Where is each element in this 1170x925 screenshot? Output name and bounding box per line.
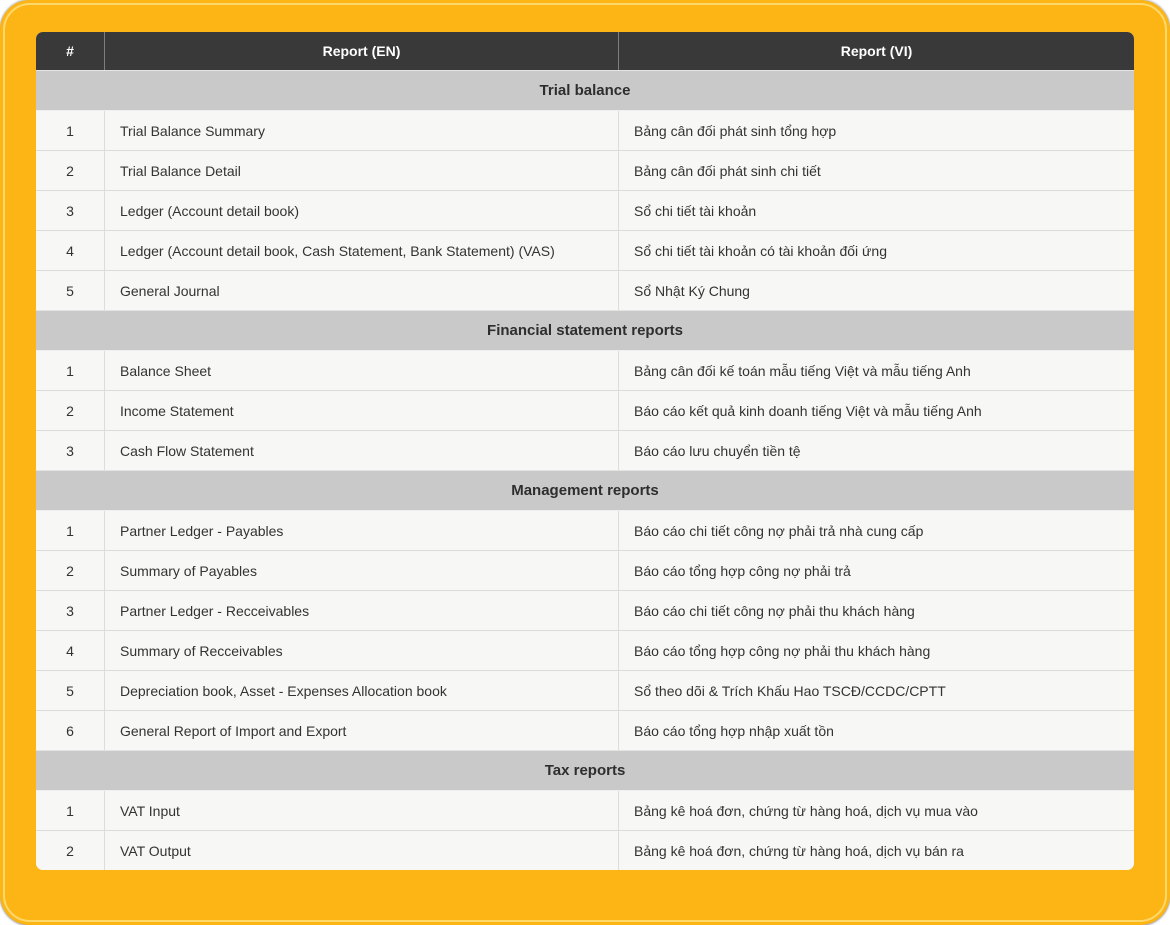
- report-name-vi: Báo cáo tổng hợp công nợ phải trả: [618, 551, 1134, 590]
- table-row: [36, 510, 1134, 550]
- table-row: [36, 670, 1134, 710]
- report-name-vi: Bảng cân đối phát sinh tổng hợp: [618, 111, 1134, 150]
- report-name-en: Trial Balance Detail: [104, 151, 618, 190]
- row-number: 2: [66, 562, 74, 579]
- report-name-en: Cash Flow Statement: [104, 431, 618, 470]
- report-name-en: Summary of Recceivables: [104, 631, 618, 670]
- section-header-row: Financial statement reports: [36, 310, 1134, 350]
- table-row: [36, 630, 1134, 670]
- table-row: [36, 270, 1134, 310]
- report-name-vi: Báo cáo tổng hợp nhập xuất tồn: [618, 711, 1134, 750]
- row-number: 6: [66, 722, 74, 739]
- report-name-en: VAT Input: [104, 791, 618, 830]
- table-row: [36, 350, 1134, 390]
- row-number: 1: [66, 522, 74, 539]
- row-number: 3: [66, 602, 74, 619]
- row-number: 1: [66, 122, 74, 139]
- table-header-row: [36, 32, 1134, 70]
- row-number: 3: [66, 202, 74, 219]
- report-table-body: [36, 70, 1134, 870]
- column-header-number: #: [66, 43, 74, 59]
- table-row: [36, 150, 1134, 190]
- row-number: 2: [66, 402, 74, 419]
- report-name-vi: Báo cáo chi tiết công nợ phải trả nhà cung cấp: [618, 511, 1134, 550]
- row-number: 4: [66, 642, 74, 659]
- report-name-vi: Bảng kê hoá đơn, chứng từ hàng hoá, dịch vụ bán ra: [618, 831, 1134, 870]
- row-number: 2: [66, 842, 74, 859]
- table-row: [36, 590, 1134, 630]
- report-name-vi: Bảng cân đối phát sinh chi tiết: [618, 151, 1134, 190]
- report-name-en: Income Statement: [104, 391, 618, 430]
- report-name-en: Summary of Payables: [104, 551, 618, 590]
- section-header-row: Management reports: [36, 470, 1134, 510]
- report-name-en: Ledger (Account detail book, Cash Statement, Bank Statement) (VAS): [104, 231, 618, 270]
- row-number: 5: [66, 282, 74, 299]
- report-table: [36, 32, 1134, 870]
- report-name-vi: Sổ chi tiết tài khoản: [618, 191, 1134, 230]
- report-name-vi: Sổ theo dõi & Trích Khấu Hao TSCĐ/CCDC/CPTT: [618, 671, 1134, 710]
- report-name-en: Balance Sheet: [104, 351, 618, 390]
- report-name-en: General Report of Import and Export: [104, 711, 618, 750]
- table-row: [36, 830, 1134, 870]
- column-header-report-en: Report (EN): [104, 32, 618, 70]
- table-row: [36, 790, 1134, 830]
- table-row: [36, 190, 1134, 230]
- report-name-vi: Báo cáo lưu chuyển tiền tệ: [618, 431, 1134, 470]
- table-row: [36, 230, 1134, 270]
- section-header-row: Trial balance: [36, 70, 1134, 110]
- row-number: 1: [66, 802, 74, 819]
- table-row: [36, 110, 1134, 150]
- report-name-en: Ledger (Account detail book): [104, 191, 618, 230]
- row-number: 5: [66, 682, 74, 699]
- row-number: 4: [66, 242, 74, 259]
- report-name-en: Depreciation book, Asset - Expenses Allocation book: [104, 671, 618, 710]
- report-name-en: Partner Ledger - Payables: [104, 511, 618, 550]
- report-name-vi: Sổ Nhật Ký Chung: [618, 271, 1134, 310]
- table-row: [36, 710, 1134, 750]
- report-name-en: VAT Output: [104, 831, 618, 870]
- table-row: [36, 550, 1134, 590]
- report-name-en: General Journal: [104, 271, 618, 310]
- report-name-vi: Báo cáo kết quả kinh doanh tiếng Việt và mẫu tiếng Anh: [618, 391, 1134, 430]
- report-name-en: Partner Ledger - Recceivables: [104, 591, 618, 630]
- report-name-vi: Sổ chi tiết tài khoản có tài khoản đối ứng: [618, 231, 1134, 270]
- report-name-en: Trial Balance Summary: [104, 111, 618, 150]
- report-name-vi: Báo cáo tổng hợp công nợ phải thu khách hàng: [618, 631, 1134, 670]
- section-header-row: Tax reports: [36, 750, 1134, 790]
- row-number: 3: [66, 442, 74, 459]
- column-header-report-vi: Report (VI): [618, 32, 1134, 70]
- row-number: 2: [66, 162, 74, 179]
- report-name-vi: Báo cáo chi tiết công nợ phải thu khách hàng: [618, 591, 1134, 630]
- report-name-vi: Bảng cân đối kế toán mẫu tiếng Việt và mẫu tiếng Anh: [618, 351, 1134, 390]
- table-row: [36, 430, 1134, 470]
- report-name-vi: Bảng kê hoá đơn, chứng từ hàng hoá, dịch vụ mua vào: [618, 791, 1134, 830]
- table-row: [36, 390, 1134, 430]
- row-number: 1: [66, 362, 74, 379]
